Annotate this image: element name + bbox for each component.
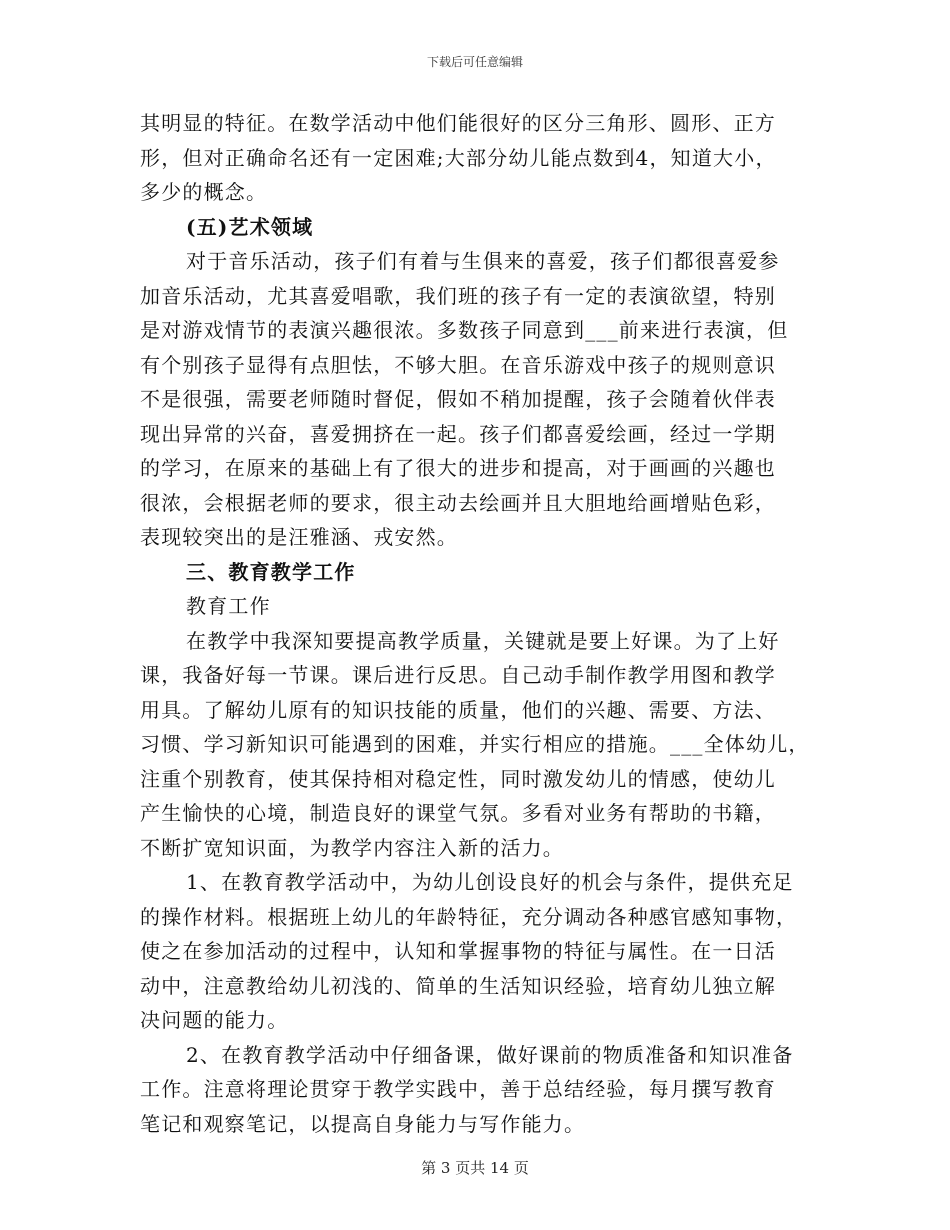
section-heading: (五)艺术领域 [186,214,314,239]
paragraph-line: 2、在教育教学活动中仔细备课，做好课前的物质准备和知识准备 [186,1042,794,1067]
paragraph-line: 表现较突出的是汪雅涵、戎安然。 [140,525,458,549]
paragraph-line: 多少的概念。 [140,180,268,204]
paragraph-line: 注重个别教育，使其保持相对稳定性，同时激发幼儿的情感，使幼儿 [140,766,776,791]
paragraph-line: 动中，注意教给幼儿初浅的、简单的生活知识经验，培育幼儿独立解 [140,973,776,998]
paragraph-line: 习惯、学习新知识可能遇到的困难，并实行相应的措施。___全体幼儿， [140,732,810,756]
page-number: 第 3 页共 14 页 [421,1159,529,1177]
paragraph-line: 现出异常的兴奋，喜爱拥挤在一起。孩子们都喜爱绘画，经过一学期 [140,421,776,446]
paragraph-line: 决问题的能力。 [140,1008,289,1032]
paragraph-line: 有个别孩子显得有点胆怯，不够大胆。在音乐游戏中孩子的规则意识 [140,352,776,377]
paragraph-line: 的操作材料。根据班上幼儿的年龄特征，充分调动各种感官感知事物， [140,904,798,929]
paragraph-line: 笔记和观察笔记，以提高自身能力与写作能力。 [140,1111,586,1136]
paragraph-line: 很浓，会根据老师的要求，很主动去绘画并且大胆地给画增贴色彩， [140,490,776,515]
paragraph-line: 使之在参加活动的过程中，认知和掌握事物的特征与属性。在一日活 [140,939,776,963]
paragraph-line: 工作。注意将理论贯穿于教学实践中，善于总结经验，每月撰写教育 [140,1077,776,1101]
paragraph-line: 1、在教育教学活动中，为幼儿创设良好的机会与条件，提供充足 [186,870,794,894]
paragraph-line: 不断扩宽知识面，为教学内容注入新的活力。 [140,835,564,860]
subsection-title: 教育工作 [186,594,271,618]
paragraph-line: 其明显的特征。在数学活动中他们能很好的区分三角形、圆形、正方 [140,111,776,135]
paragraph-line: 在教学中我深知要提高教学质量，关键就是要上好课。为了上好 [186,628,780,653]
page-header: 下载后可任意编辑 [426,55,523,69]
paragraph-line: 的学习，在原来的基础上有了很大的进步和提高，对于画画的兴趣也 [140,456,776,480]
paragraph-line: 课，我备好每一节课。课后进行反思。自己动手制作教学用图和教学 [140,663,776,687]
document-body [140,106,820,1141]
paragraph-line: 用具。了解幼儿原有的知识技能的质量，他们的兴趣、需要、方法、 [140,697,776,722]
paragraph-line: 加音乐活动，尤其喜爱唱歌，我们班的孩子有一定的表演欲望，特别 [140,283,776,308]
paragraph-line: 产生愉快的心境，制造良好的课堂气氛。多看对业务有帮助的书籍， [140,801,776,825]
paragraph-line: 形，但对正确命名还有一定困难;大部分幼儿能点数到4，知道大小， [140,145,777,170]
paragraph-line: 不是很强，需要老师随时督促，假如不稍加提醒，孩子会随着伙伴表 [140,387,776,411]
paragraph-line: 是对游戏情节的表演兴趣很浓。多数孩子同意到___前来进行表演，但 [140,318,789,342]
paragraph-line: 对于音乐活动，孩子们有着与生俱来的喜爱，孩子们都很喜爱参 [186,249,780,273]
section-heading: 三、教育教学工作 [186,559,356,584]
